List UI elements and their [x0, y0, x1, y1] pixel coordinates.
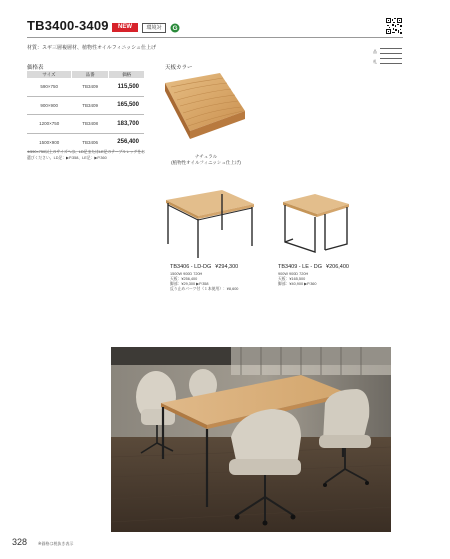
- product-title: [170, 264, 238, 270]
- cell-price: 115,500: [109, 78, 144, 96]
- swatch-finish: (植物性オイルフィニッシュ仕上げ): [171, 160, 241, 165]
- eco-badge: 環境対: [142, 23, 166, 33]
- cell-price: 165,500: [109, 96, 144, 115]
- product-leg-price: 脚部：¥40,900 ▶P.360: [278, 282, 317, 286]
- green-mark-letter: G: [172, 25, 178, 33]
- material-spec: 材質：スギ三層複層材、植物性オイルフィニッシュ仕上げ: [27, 45, 157, 51]
- memo-label-2: 札: [373, 59, 377, 64]
- title-rule: [27, 37, 403, 38]
- page-number: 328: [12, 537, 28, 547]
- price-table-header: [27, 71, 144, 78]
- swatch-name: ナチュラル: [194, 154, 218, 159]
- top-color-label: 天板カラー: [165, 65, 193, 71]
- price-table-label: 価格表: [27, 65, 44, 71]
- memo-label-1: 品: [373, 49, 377, 54]
- table-le-image: [279, 190, 351, 256]
- table-row: [27, 96, 144, 115]
- cell-price: 183,700: [109, 115, 144, 134]
- price-footnote: ※価格は税抜き表示: [38, 541, 74, 546]
- cell-code: TB3408: [71, 115, 108, 134]
- product-details: [278, 272, 317, 287]
- product-name: TB3409 - LE - DG: [278, 264, 323, 270]
- wood-swatch-image: [165, 73, 245, 143]
- cell-code: TB3409: [71, 96, 108, 115]
- cell-size: 1200×750: [27, 115, 71, 134]
- qr-code-icon: [386, 18, 402, 34]
- table-row: [27, 115, 144, 134]
- header-code: 品番: [71, 71, 108, 78]
- memo-line: [380, 58, 402, 59]
- table-row: [27, 133, 144, 152]
- swatch-caption: [165, 154, 247, 166]
- cell-code: TB3409: [71, 78, 108, 96]
- product-price: ¥206,400: [326, 264, 349, 270]
- product-leg-price: 脚部：¥29,300 ▶P.358: [170, 282, 209, 286]
- green-mark-icon: [170, 23, 180, 33]
- cell-code: TB3406: [71, 133, 108, 152]
- page-title: TB3400-3409: [27, 18, 109, 33]
- product-top-price: 天板：¥165,500: [278, 277, 306, 281]
- cell-size: 590×750: [27, 78, 71, 96]
- table-note: ※590×750以上のサイズへは、LD足またはLE足のテーブルレッグをお選びください。LD足：▶P.358、LE足：▶P.360: [27, 150, 145, 160]
- memo-line: [380, 63, 402, 64]
- header-size: サイズ: [27, 71, 71, 78]
- table-row: [27, 78, 144, 96]
- table-ld-image: [162, 186, 258, 260]
- product-price: ¥294,300: [215, 264, 239, 270]
- interior-photo: [111, 347, 391, 532]
- header-price: 価格: [109, 71, 144, 78]
- product-size: 900W 900D 720H: [278, 272, 309, 276]
- memo-line: [380, 48, 402, 49]
- memo-line: [380, 53, 402, 54]
- product-part-price: 反り止めパーツ付（１本使用）：¥8,600: [170, 287, 239, 291]
- product-name: TB3406 - LD-DG: [170, 264, 212, 270]
- memo-box: [373, 48, 402, 64]
- cell-size: 900×900: [27, 96, 71, 115]
- product-top-price: 天板：¥256,400: [170, 277, 198, 281]
- product-details: [170, 272, 238, 292]
- cell-price: 256,400: [109, 133, 144, 152]
- price-table: [27, 71, 144, 152]
- new-badge: NEW: [112, 23, 138, 32]
- product-size: 1500W 900D 720H: [170, 272, 203, 276]
- cell-size: 1500×900: [27, 133, 71, 152]
- product-title: [278, 264, 349, 270]
